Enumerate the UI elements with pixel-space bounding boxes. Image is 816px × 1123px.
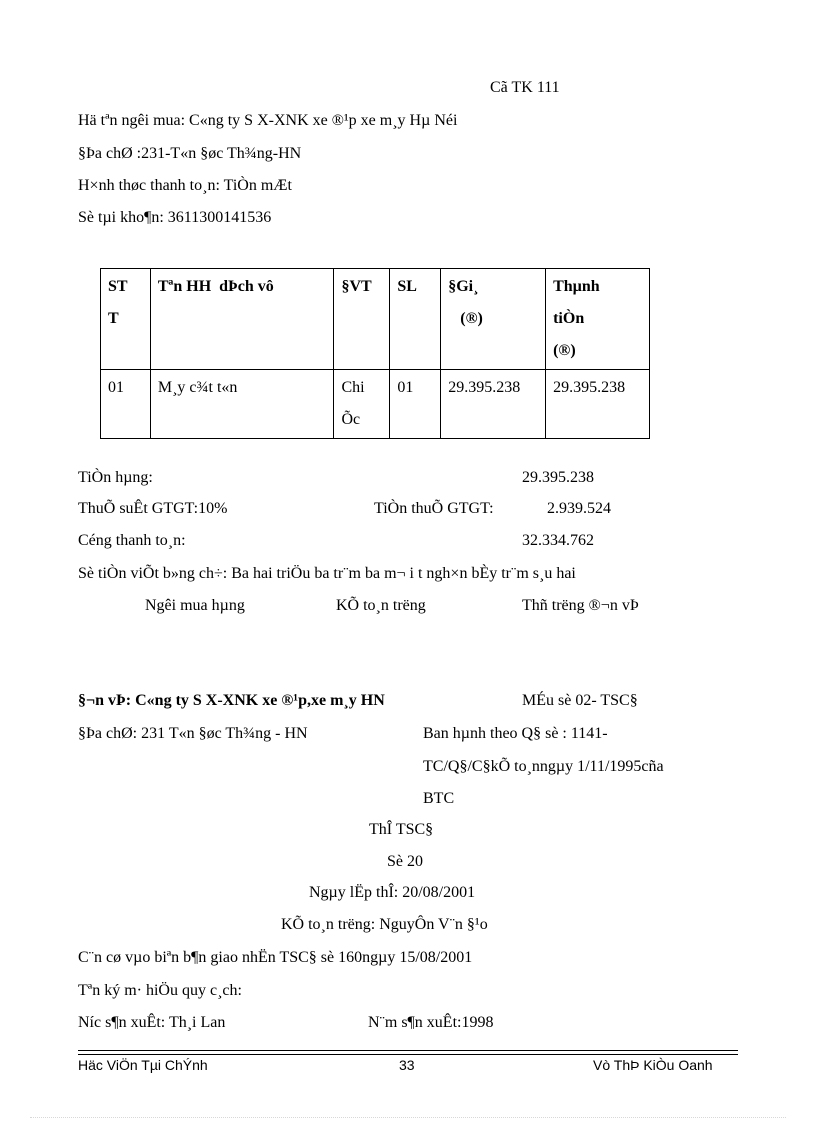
card-number: Sè 20 [387, 853, 423, 870]
table-cell-line: 01 [397, 379, 414, 396]
table-row [101, 370, 650, 439]
vat-rate: ThuÕ suÊt GTGT:10% [78, 500, 228, 517]
table-header-cell [546, 269, 650, 370]
table-cell-line: 29.395.238 [448, 379, 521, 396]
table-header-row [101, 269, 650, 370]
card-basis: C¨n cø vµo biªn b¶n giao nhËn TSC§ sè 160ngµy 15/08/2001 [78, 949, 473, 966]
table-header-cell [334, 269, 390, 370]
card-title: ThÎ TSC§ [369, 821, 434, 838]
footer-right: Vò ThÞ KiÒu Oanh [593, 1057, 713, 1073]
card-date: Ngµy lËp thÎ: 20/08/2001 [309, 884, 476, 901]
page-number: 33 [399, 1057, 415, 1073]
table-header-line: ST [108, 278, 128, 295]
table-cell [441, 370, 546, 439]
footer-left: Häc ViÖn Tµi ChÝnh [78, 1057, 208, 1073]
card-decision-1: Ban hµnh theo Q§ sè : 1141- [423, 725, 608, 742]
table-header-line: Tªn HH dÞch vô [157, 278, 274, 295]
table-cell [101, 370, 151, 439]
table-cell-line: Chi [341, 379, 365, 396]
card-unit: §¬n vÞ: C«ng ty S X-XNK xe ®¹p,xe m¸y HN [78, 692, 385, 709]
footer-rule [78, 1050, 738, 1051]
table-header-line: T [108, 310, 119, 327]
table-cell-line: Õc [341, 411, 361, 428]
table-cell [390, 370, 441, 439]
account-number: Sè tµi kho¶n: 3611300141536 [78, 209, 272, 226]
signature-head: Thñ trëng ®¬n vÞ [522, 597, 639, 614]
card-address: §Þa chØ: 231 T«n §øc Th¾ng - HN [78, 725, 308, 742]
table-header-line: §Gi¸ [448, 278, 479, 295]
card-country: Níc s¶n xuÊt: Th¸i Lan [78, 1014, 226, 1031]
card-decision-2: TC/Q§/C§kÕ to¸nngµy 1/11/1995cña [423, 758, 664, 775]
table-cell-line: 29.395.238 [553, 379, 626, 396]
card-name-line: Tªn ký m· hiÖu quy c¸ch: [78, 982, 242, 999]
table-header-line: §VT [341, 278, 372, 295]
card-decision-3: BTC [423, 790, 455, 807]
signature-buyer: Ngêi mua hµng [145, 597, 245, 614]
table-cell [546, 370, 650, 439]
table-header-cell [390, 269, 441, 370]
invoice-table [100, 268, 650, 439]
card-form-no: MÉu sè 02- TSC§ [522, 692, 638, 709]
table-header-line: SL [397, 278, 417, 295]
signature-accountant: KÕ to¸n trëng [336, 597, 426, 614]
goods-value: 29.395.238 [522, 469, 594, 486]
buyer-address: §Þa chØ :231-T«n §øc Th¾ng-HN [78, 145, 302, 162]
total-label: Céng thanh to¸n: [78, 532, 186, 549]
page-edge [30, 1117, 786, 1118]
table-cell-line: M¸y c¾t t«n [157, 379, 238, 396]
table-header-line: Thµnh [553, 278, 600, 295]
buyer-line: Hä tªn ngêi mua: C«ng ty S X-XNK xe ®¹p xe m¸y Hµ Néi [78, 112, 458, 129]
table-header-cell [101, 269, 151, 370]
table-header-cell [150, 269, 334, 370]
table-cell-line: 01 [108, 379, 124, 396]
copy-label: Cã TK 111 [490, 79, 560, 96]
vat-amount-value: 2.939.524 [547, 500, 611, 517]
table-header-cell [441, 269, 546, 370]
card-accountant: KÕ to¸n trëng: NguyÔn V¨n §¹o [281, 916, 488, 933]
table-cell [150, 370, 334, 439]
table-cell [334, 370, 390, 439]
table-header-line: tiÒn [553, 310, 585, 327]
goods-label: TiÒn hµng: [78, 469, 153, 486]
table-header-line: (®) [448, 310, 483, 327]
payment-method: H×nh thøc thanh to¸n: TiÒn mÆt [78, 177, 292, 194]
table-header-line: (®) [553, 342, 576, 359]
amount-in-words: Sè tiÒn viÕt b»ng ch÷: Ba hai triÖu ba tr¨m ba m¬ i t ngh×n bÈy tr¨m s¸u hai [78, 565, 576, 582]
footer-rule [78, 1054, 738, 1055]
total-value: 32.334.762 [522, 532, 594, 549]
card-year: N¨m s¶n xuÊt:1998 [368, 1014, 494, 1031]
vat-amount-label: TiÒn thuÕ GTGT: [374, 500, 494, 517]
